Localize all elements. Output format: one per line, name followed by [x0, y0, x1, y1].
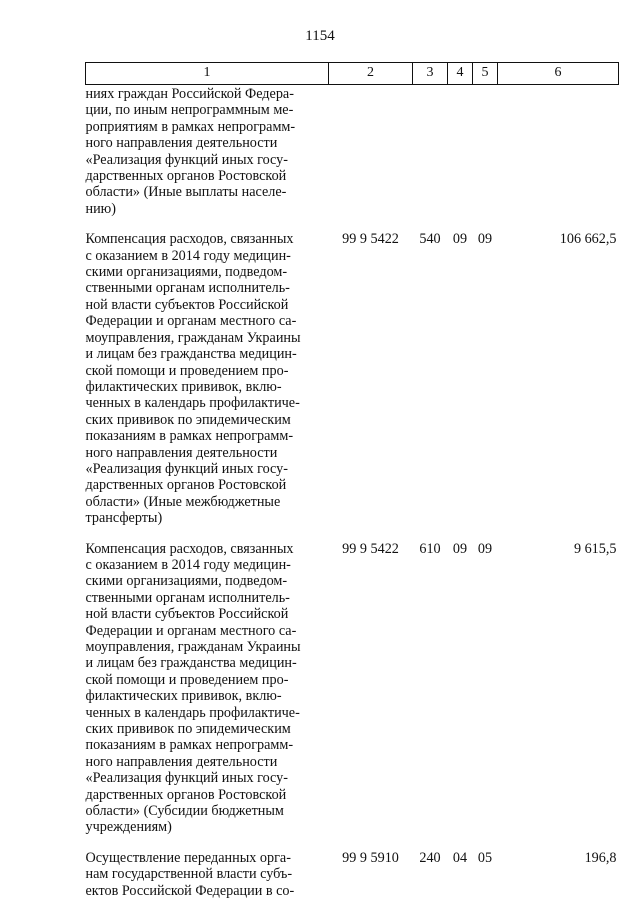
- row-expense-type: 610: [419, 540, 441, 557]
- row-expense-type: 540: [419, 231, 441, 248]
- header-col-3: 3: [413, 63, 448, 85]
- header-col-4: 4: [448, 63, 473, 85]
- table-header-row: [86, 63, 619, 85]
- header-col-6: 6: [498, 63, 619, 85]
- row-section: 09: [452, 231, 468, 248]
- row-target-article: 99 9 5422: [342, 231, 399, 248]
- table-row: [86, 85, 619, 232]
- row-name: Осуществление переданных орга- нам государственной власти субъ- ектов Российской Федерации в со-: [85, 849, 295, 899]
- header-col-2: 2: [329, 63, 413, 85]
- row-subsection: 05: [477, 849, 493, 866]
- row-target-article: 99 9 5910: [342, 849, 399, 866]
- budget-table: [85, 62, 619, 913]
- row-subsection: 09: [477, 231, 493, 248]
- row-expense-type: 240: [419, 849, 441, 866]
- row-subsection: [473, 85, 498, 232]
- row-expense-type: [413, 85, 448, 232]
- row-section: [448, 85, 473, 232]
- table-row: [86, 231, 619, 540]
- row-amount: [498, 85, 619, 232]
- row-amount: 106 662,5: [559, 231, 617, 248]
- row-target-article: 99 9 5422: [342, 540, 399, 557]
- row-subsection: 09: [477, 540, 493, 557]
- table-row: [86, 541, 619, 850]
- page-number: 1154: [305, 28, 335, 44]
- table-row: [86, 850, 619, 913]
- header-col-5: 5: [473, 63, 498, 85]
- row-section: 09: [452, 540, 468, 557]
- row-name: Компенсация расходов, связанных с оказанием в 2014 году медицин- скими организациями, подведом- ственными органам исполнитель- ной власти субъектов Российской Федерации и органам местного са- моуправления, гражданам Украины и лицам без гражданства медицин- ской помощи и проведением про- филактических прививок, вклю- ченных в календарь профилактиче- ских прививок по эпидемическим показаниям в рамках непрограмм- ного направления деятельности «Реализация функций иных госу- дарственных органов Ростовской области» (Субсидии бюджетным учреждениям): [85, 540, 301, 836]
- row-name: Компенсация расходов, связанных с оказанием в 2014 году медицин- скими организациями, подведом- ственными органам исполнитель- ной власти субъектов Российской Федерации и органам местного са- моуправления, гражданам Украины и лицам без гражданства медицин- ской помощи и проведением про- филактических прививок, вклю- ченных в календарь профилактиче- ских прививок по эпидемическим показаниям в рамках непрограмм- ного направления деятельности «Реализация функций иных госу- дарственных органов Ростовской области» (Иные межбюджетные трансферты): [85, 231, 301, 527]
- row-target-article: [329, 85, 413, 232]
- header-col-1: 1: [86, 63, 329, 85]
- row-amount: 196,8: [584, 849, 617, 866]
- row-name: ниях граждан Российской Федера- ции, по иным непрограммным ме- роприятиям в рамках непрограмм- ного направления деятельности «Реализация функций иных госу- дарственных органов Ростовской области» (Иные выплаты населе- нию): [85, 86, 296, 217]
- row-amount: 9 615,5: [573, 540, 617, 557]
- row-section: 04: [452, 849, 468, 866]
